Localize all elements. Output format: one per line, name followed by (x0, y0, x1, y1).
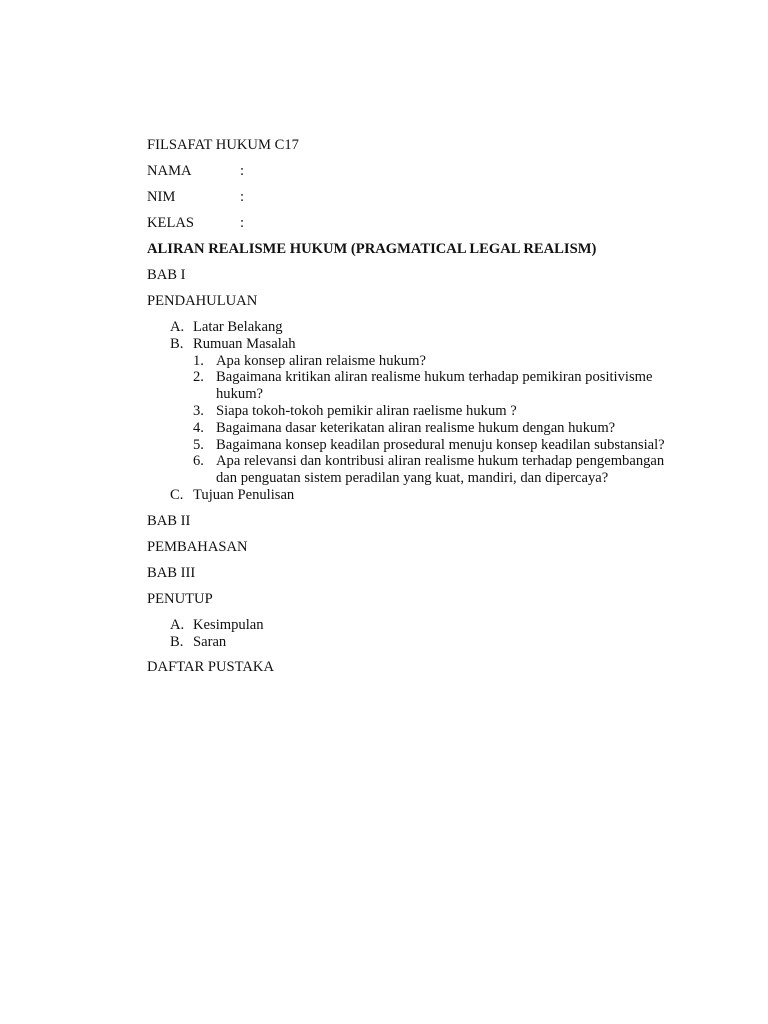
question-marker: 6. (193, 453, 204, 470)
list-marker: A. (170, 616, 185, 633)
question-text: Apa relevansi dan kontribusi aliran realisme hukum terhadap pengembangan dan penguatan sistem peradilan yang kuat, mandiri, dan dipercaya? (216, 453, 665, 487)
list-item-text: Kesimpulan (193, 616, 264, 633)
bab3-subheading: PENUTUP (147, 590, 213, 607)
question-marker: 2. (193, 369, 204, 386)
field-label: NIM (147, 189, 176, 205)
question-marker: 3. (193, 402, 204, 419)
question-item (193, 403, 667, 420)
list-item (147, 336, 667, 487)
field-label: KELAS (147, 215, 195, 231)
question-item (193, 353, 667, 370)
field-label: NAMA (147, 163, 192, 179)
field-separator: : (240, 163, 245, 179)
bab3-heading: BAB III (147, 564, 196, 581)
bab2-heading: BAB II (147, 512, 191, 529)
question-item (193, 437, 667, 454)
field-nim (147, 189, 667, 206)
question-text: Bagaimana dasar keterikatan aliran realisme hukum dengan hukum? (216, 419, 616, 436)
document-page (147, 137, 667, 685)
list-item-text: Tujuan Penulisan (193, 486, 295, 503)
question-item (193, 369, 667, 403)
list-marker: C. (170, 486, 184, 503)
question-marker: 1. (193, 352, 204, 369)
bab1-outline (147, 319, 667, 504)
paper-title: ALIRAN REALISME HUKUM (PRAGMATICAL LEGAL REALISM) (147, 241, 597, 257)
bab1-subheading: PENDAHULUAN (147, 293, 258, 309)
field-nama (147, 163, 667, 180)
question-list (193, 353, 667, 487)
list-marker: B. (170, 633, 184, 650)
course-title: FILSAFAT HUKUM C17 (147, 137, 299, 153)
list-marker: B. (170, 335, 184, 352)
list-item (147, 617, 667, 634)
list-marker: A. (170, 319, 185, 335)
question-item (193, 420, 667, 437)
question-text: Bagaimana kritikan aliran realisme hukum terhadap pemikiran positivisme hukum? (216, 369, 653, 403)
list-item-text: Saran (193, 633, 227, 650)
bab1-heading: BAB I (147, 267, 186, 283)
list-item (147, 487, 667, 504)
question-item (193, 453, 667, 487)
references-heading: DAFTAR PUSTAKA (147, 659, 274, 676)
list-item (147, 634, 667, 651)
list-item-text: Rumuan Masalah (193, 335, 296, 352)
field-separator: : (240, 189, 245, 205)
list-item (147, 319, 667, 336)
question-text: Siapa tokoh-tokoh pemikir aliran raelisme hukum ? (216, 402, 517, 419)
question-marker: 4. (193, 419, 204, 436)
field-separator: : (240, 215, 245, 231)
bab3-outline (147, 617, 667, 651)
question-text: Apa konsep aliran relaisme hukum? (216, 352, 426, 369)
bab2-subheading: PEMBAHASAN (147, 538, 248, 555)
question-marker: 5. (193, 436, 204, 453)
field-kelas (147, 215, 667, 232)
question-text: Bagaimana konsep keadilan prosedural menuju konsep keadilan substansial? (216, 436, 665, 453)
list-item-text: Latar Belakang (193, 319, 283, 335)
